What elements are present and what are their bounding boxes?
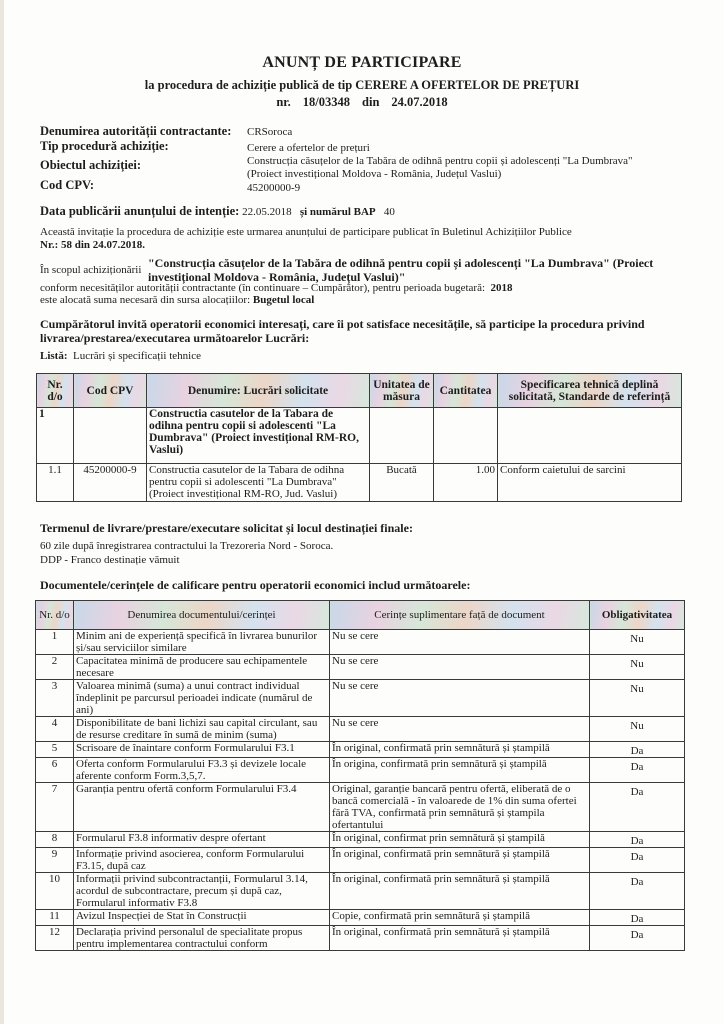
table-row xyxy=(36,832,685,848)
row-nr: 1 xyxy=(37,408,74,464)
row-nr: 1.1 xyxy=(37,464,74,502)
row-requirements: Original, garanție bancară pentru ofertă, eliberată de o bancă comercială - în valoarede de 1% din suma ofertei fără TVA, confirmată prin semnătură și ștampila ofertantului xyxy=(330,783,590,832)
body-line-2: Nr.: 58 din 24.07.2018. xyxy=(40,239,146,251)
row-name: Constructia casutelor de la Tabara de odihna pentru copii si adolescenti "La Dumbrava" (Proiect investițional RM-RO, Vaslui) xyxy=(147,408,370,464)
docs-table xyxy=(35,600,685,951)
allocation-text: este alocată suma necesară din sursa alocațiilor: xyxy=(40,294,251,306)
row-document: Informații privind subcontractanții, Formularul 3.14, acordul de subcontractare, precum și după caz, Formularul informativ F3.8 xyxy=(74,873,330,910)
row-requirements: În original, confirmat prin semnătură și ștampilă xyxy=(330,832,590,848)
docs-heading: Documentele/cerințele de calificare pentru operatorii economici includ următoarele: xyxy=(40,578,471,592)
table-row xyxy=(36,717,685,742)
page-title: ANUNȚ DE PARTICIPARE xyxy=(262,54,462,71)
intent-line xyxy=(40,204,395,219)
docs-table-header xyxy=(36,601,685,630)
scope-text: "Construcția căsuțelor de la Tabăra de odihnă pentru copii și adolescenți "La Dumbrava" (Proiect investițional Moldova - România, Județul Vaslui)" xyxy=(148,256,654,284)
header-mandatory: Obligativitatea xyxy=(590,601,685,630)
header-qty: Cantitatea xyxy=(434,374,498,408)
table-row xyxy=(36,910,685,926)
body-line-4 xyxy=(40,294,314,306)
allocation-value: Bugetul local xyxy=(252,294,315,306)
body-line-1: Această invitație la procedura de achiziție este urmarea anunțului de participare publicat în Buletinul Achizițiilor Publice xyxy=(40,226,572,238)
row-mandatory: Da xyxy=(590,832,685,848)
object-label: Obiectul achiziției: xyxy=(40,158,142,172)
row-document: Informație privind asocierea, conform Formularului F3.15, după caz xyxy=(74,848,330,873)
header-requirements: Cerințe suplimentare față de document xyxy=(330,601,590,630)
row-document: Oferta conform Formularului F3.3 și devizele locale aferente conform Form.3,5,7. xyxy=(74,758,330,783)
nr-value: 18/03348 xyxy=(302,95,351,109)
table-row xyxy=(36,680,685,717)
row-cpv xyxy=(74,408,147,464)
row-requirements: Nu se cere xyxy=(330,717,590,742)
invite-line-2: livrarea/prestarea/executarea următoarelor Lucrări: xyxy=(40,331,310,345)
row-nr: 4 xyxy=(36,717,74,742)
budget-period-value: 2018 xyxy=(490,282,513,294)
list-label: Listă: xyxy=(40,350,68,362)
table-row xyxy=(36,742,685,758)
row-name: Constructia casutelor de la Tabara de odihna pentru copii si adolescenti "La Dumbrava" (Proiect investițional RM-RO, Jud. Vaslui) xyxy=(147,464,370,502)
row-nr: 6 xyxy=(36,758,74,783)
row-document: Declarația privind personalul de specialitate propus pentru implementarea contractului conform xyxy=(74,926,330,951)
delivery-line-2: DDP - Franco destinație vămuit xyxy=(40,554,180,566)
row-requirements: Nu se cere xyxy=(330,655,590,680)
table-row xyxy=(37,464,682,502)
row-mandatory: Da xyxy=(590,910,685,926)
row-qty xyxy=(434,408,498,464)
row-nr: 11 xyxy=(36,910,74,926)
row-document: Valoarea minimă (suma) a unui contract individual îndeplinit pe parcursul perioadei indicate (numărul de ani) xyxy=(74,680,330,717)
row-document: Capacitatea minimă de producere sau echipamentele necesare xyxy=(74,655,330,680)
row-mandatory: Da xyxy=(590,758,685,783)
row-requirements: Nu se cere xyxy=(330,680,590,717)
delivery-line-1: 60 zile după înregistrarea contractului la Trezoreria Nord - Soroca. xyxy=(40,540,334,552)
row-nr: 1 xyxy=(36,630,74,655)
scope-label: În scopul achiziționării xyxy=(40,264,142,276)
header-nr: Nr. d/o xyxy=(36,601,74,630)
row-qty: 1.00 xyxy=(434,464,498,502)
row-nr: 5 xyxy=(36,742,74,758)
header-unit: Unitatea de măsura xyxy=(370,374,434,408)
row-nr: 7 xyxy=(36,783,74,832)
table-row xyxy=(36,655,685,680)
row-requirements: Nu se cere xyxy=(330,630,590,655)
announcement-number xyxy=(0,95,724,110)
table-row xyxy=(36,873,685,910)
row-nr: 2 xyxy=(36,655,74,680)
works-table-header xyxy=(37,374,682,408)
row-nr: 8 xyxy=(36,832,74,848)
row-mandatory: Nu xyxy=(590,680,685,717)
budget-period-text: conform necesităților autorității contractante (în continuare – Cumpărător), pentru perioada bugetară: xyxy=(40,282,486,294)
table-row xyxy=(36,783,685,832)
table-row xyxy=(36,758,685,783)
row-nr: 10 xyxy=(36,873,74,910)
invite-line-1: Cumpărătorul invită operatorii economici interesați, care îi pot satisface necesitățile, să participe la procedura privind xyxy=(40,317,645,331)
table-row xyxy=(36,630,685,655)
table-row xyxy=(36,926,685,951)
intent-label: Data publicării anunțului de intenție: xyxy=(40,204,240,218)
nr-label: nr. xyxy=(276,95,291,109)
intent-date: 22.05.2018 xyxy=(242,206,292,218)
row-requirements: În original, confirmată prin semnătură și ștampilă xyxy=(330,742,590,758)
row-unit: Bucată xyxy=(370,464,434,502)
row-mandatory: Da xyxy=(590,742,685,758)
row-requirements: În origina, confirmată prin semnătură și ștampilă xyxy=(330,758,590,783)
body-line-3 xyxy=(40,282,513,294)
row-requirements: În original, confirmată prin semnătură și ștampilă xyxy=(330,848,590,873)
table-row xyxy=(37,408,682,464)
row-spec: Conform caietului de sarcini xyxy=(498,464,682,502)
row-nr: 12 xyxy=(36,926,74,951)
procedure-value: Cerere a ofertelor de prețuri xyxy=(247,142,370,154)
page-subtitle: la procedura de achiziție publică de tip CERERE A OFERTELOR DE PREȚURI xyxy=(144,78,580,92)
works-table xyxy=(36,373,682,502)
row-mandatory: Da xyxy=(590,848,685,873)
authority-label: Denumirea autorității contractante: xyxy=(40,124,232,138)
object-value-1: Construcția căsuțelor de la Tabăra de odihnă pentru copii și adolescenți "La Dumbrava" xyxy=(247,155,633,167)
row-mandatory: Nu xyxy=(590,655,685,680)
docs-table-body xyxy=(36,630,685,951)
row-document: Minim ani de experiență specifică în livrarea bunurilor și/sau serviciilor similare xyxy=(74,630,330,655)
header-spec: Specificarea tehnică deplină solicitată, Standarde de referință xyxy=(498,374,682,408)
list-line xyxy=(40,350,201,362)
row-mandatory: Nu xyxy=(590,630,685,655)
row-document: Formularul F3.8 informativ despre ofertant xyxy=(74,832,330,848)
row-spec xyxy=(498,408,682,464)
bap-label: și numărul BAP xyxy=(299,206,376,218)
scan-edge xyxy=(0,0,4,1024)
cpv-label: Cod CPV: xyxy=(40,178,95,192)
row-requirements: În original, confirmată prin semnătură și ștampilă xyxy=(330,926,590,951)
header-name: Denumire: Lucrări solicitate xyxy=(147,374,370,408)
bap-value: 40 xyxy=(383,206,395,218)
row-cpv: 45200000-9 xyxy=(74,464,147,502)
table-row xyxy=(36,848,685,873)
header-cpv: Cod CPV xyxy=(74,374,147,408)
row-unit xyxy=(370,408,434,464)
row-document: Scrisoare de înaintare conform Formularului F3.1 xyxy=(74,742,330,758)
row-requirements: Copie, confirmată prin semnătură și ștampilă xyxy=(330,910,590,926)
row-mandatory: Da xyxy=(590,926,685,951)
row-document: Garanția pentru ofertă conform Formularului F3.4 xyxy=(74,783,330,832)
row-document: Avizul Inspecției de Stat în Construcții xyxy=(74,910,330,926)
announcement-date: 24.07.2018 xyxy=(391,95,448,109)
cpv-value: 45200000-9 xyxy=(247,182,301,194)
delivery-heading: Termenul de livrare/prestare/executare solicitat și locul destinației finale: xyxy=(40,521,413,535)
procedure-label: Tip procedură achiziție: xyxy=(40,139,169,153)
row-requirements: În original, confirmată prin semnătură și ștampilă xyxy=(330,873,590,910)
din-label: din xyxy=(362,95,380,109)
row-mandatory: Da xyxy=(590,783,685,832)
header-nr: Nr. d/o xyxy=(37,374,74,408)
header-document: Denumirea documentului/cerinței xyxy=(74,601,330,630)
object-value-2: (Proiect investițional Moldova - România, Județul Vaslui) xyxy=(247,168,502,180)
row-document: Disponibilitate de bani lichizi sau capital circulant, sau de resurse creditare în sumă de minim (suma) xyxy=(74,717,330,742)
row-nr: 9 xyxy=(36,848,74,873)
row-nr: 3 xyxy=(36,680,74,717)
row-mandatory: Nu xyxy=(590,717,685,742)
list-value: Lucrări și specificații tehnice xyxy=(73,350,201,362)
authority-value: CRSoroca xyxy=(247,126,293,138)
row-mandatory: Da xyxy=(590,873,685,910)
